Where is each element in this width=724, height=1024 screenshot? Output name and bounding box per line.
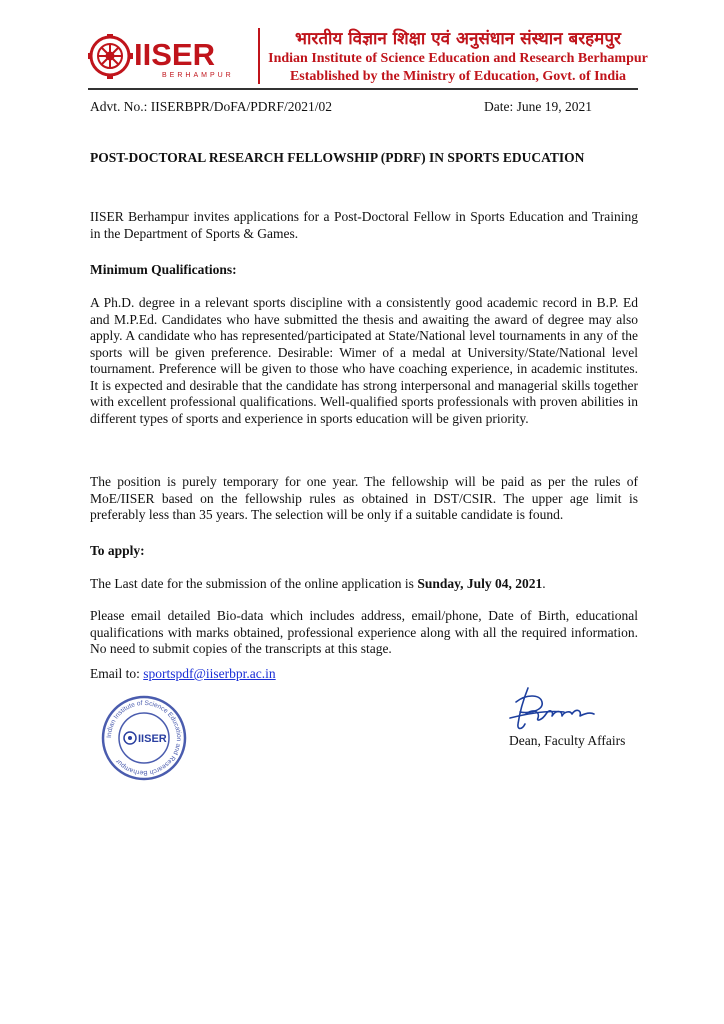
- advt-number: Advt. No.: IISERBPR/DoFA/PDRF/2021/02: [90, 99, 333, 114]
- email-label: Email to:: [90, 666, 144, 681]
- english-name: Indian Institute of Science Education and Research Berhampur: [268, 51, 648, 66]
- established-line: Established by the Ministry of Education, Govt. of India: [289, 69, 627, 84]
- header-divider: [258, 28, 260, 84]
- position-paragraph: The position is purely temporary for one year. The fellowship will be paid as per the rules of MoE/IISER based on the fellowship rules as obtained in DST/CSIR. The upper age limit is preferably less than 35 years. The selection will be only if a suitable candidate is found.: [90, 474, 638, 522]
- logo-wordmark: IISER: [134, 37, 215, 72]
- header-rule: [88, 88, 638, 90]
- advt-date: Date: June 19, 2021: [484, 99, 592, 114]
- last-date-line: [90, 576, 638, 593]
- hindi-name: भारतीय विज्ञान शिक्षा एवं अनुसंधान संस्थान बरहमपुर: [295, 29, 621, 49]
- institute-name-block: [268, 28, 648, 86]
- stamp-wheel-icon: [124, 732, 136, 744]
- letterhead: [88, 28, 648, 84]
- intro-paragraph: IISER Berhampur invites applications for a Post-Doctoral Fellow in Sports Education and Training in the Department of Sports & Games.: [90, 209, 638, 241]
- last-date-value: Sunday, July 04, 2021: [417, 576, 543, 591]
- signatory-title: Dean, Faculty Affairs: [509, 733, 626, 748]
- stamp-ring-textpath: Indian Institute of Science Education and Research Berhampur: [105, 699, 183, 777]
- wheel-icon: [88, 34, 133, 79]
- min-qual-paragraph: A Ph.D. degree in a relevant sports discipline with a consistently good academic record in B.P. Ed and M.P.Ed. Candidates who have submitted the thesis and awaiting the award of degree may also apply. A candidate who has represented/participated at State/National level tournaments in any of the sports will be given preference. Desirable: Wimer of a medal at University/State/National level tournament. Preference will be given to those who have coaching experience, in academic institutes. It is expected and desirable that the candidate has strong interpersonal and managerial skills together with excellent professional qualifications. Well-qualified sports professionals with proven abilities in different types of sports and experience in sports education will be given priority.: [90, 295, 638, 426]
- last-date-suffix: .: [542, 576, 546, 591]
- email-line: [90, 666, 276, 682]
- document-title: POST-DOCTORAL RESEARCH FELLOWSHIP (PDRF) IN SPORTS EDUCATION: [90, 150, 585, 165]
- institute-stamp: [100, 694, 188, 782]
- min-qual-heading: Minimum Qualifications:: [90, 262, 237, 277]
- stamp-logo-text: IISER: [138, 733, 167, 745]
- last-date-prefix: The Last date for the submission of the online application is: [90, 576, 418, 591]
- email-instructions: Please email detailed Bio-data which includes address, email/phone, Date of Birth, educational qualifications with marks obtained, professional experience along with all the required information. No need to submit copies of the transcripts at this stage.: [90, 608, 638, 656]
- email-link[interactable]: sportspdf@iiserbpr.ac.in: [143, 666, 276, 681]
- iiser-logo: [88, 34, 248, 80]
- signature-image: [506, 684, 616, 734]
- logo-subtext: BERHAMPUR: [162, 72, 234, 79]
- apply-heading: To apply:: [90, 543, 145, 558]
